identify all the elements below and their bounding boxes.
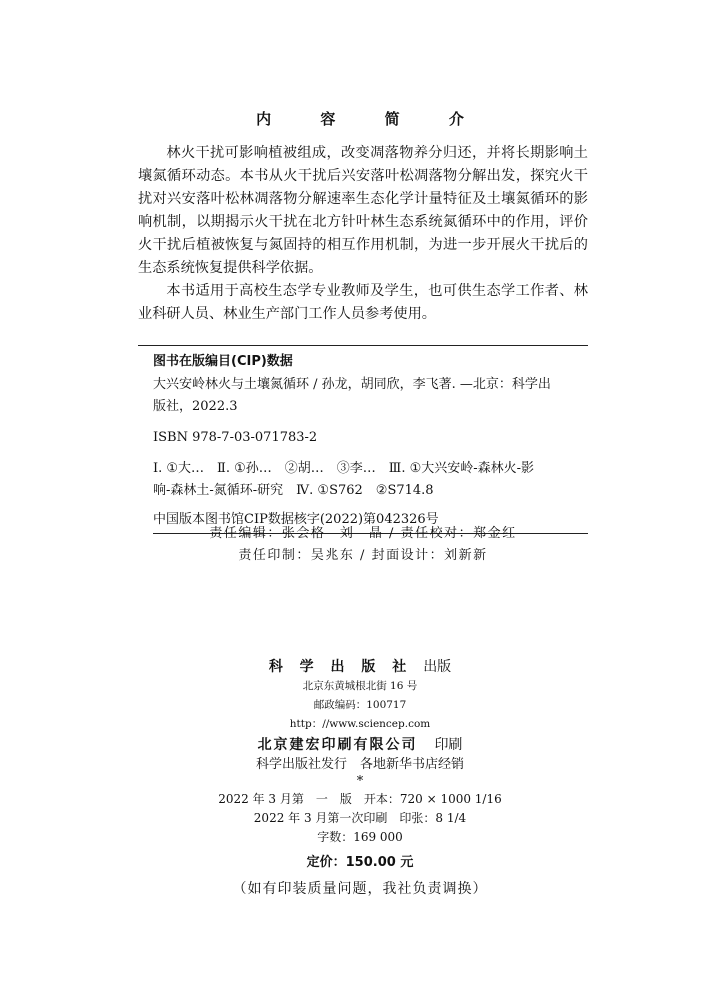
publisher-address: 北京东黄城根北街 16 号 xyxy=(302,680,418,692)
publisher-name-text: 科 学 出 版 社 xyxy=(268,659,413,675)
editor-line-1: 责任编辑：张会格 刘 晶 / 责任校对：郑金红 xyxy=(209,526,517,541)
editor-credits xyxy=(138,523,588,567)
printer-suffix: 印刷 xyxy=(434,737,463,753)
editor-line-2: 责任印制：吴兆东 / 封面设计：刘新新 xyxy=(238,548,488,563)
quality-note: （如有印装质量问题，我社负责调换） xyxy=(232,881,488,897)
cip-body xyxy=(138,374,588,534)
publisher-name-suffix: 出版 xyxy=(423,659,452,675)
section-title: 内 容 简 介 xyxy=(256,110,486,128)
printer-name-text: 北京建宏印刷有限公司 xyxy=(257,737,418,753)
intro-paragraph-1: 林火干扰可影响植被组成，改变凋落物养分归还，并将长期影响土壤氮循环动态。本书从火干扰后兴安落叶松凋落物分解出发，探究火干扰对兴安落叶松林凋落物分解速率生态化学计量特征及土壤氮循环的影响机制，以期揭示火干扰在北方针叶林生态系统氮循环中的作用，评价火干扰后植被恢复与氮固持的相互作用机制，为进一步开展火干扰后的生态系统恢复提供科学依据。 xyxy=(138,145,588,276)
cip-isbn: ISBN 978-7-03-071783-2 xyxy=(153,430,318,445)
edition-line: 2022 年 3 月第 一 版 开本：720 × 1000 1/16 xyxy=(218,792,502,806)
cip-class-line-1: Ⅰ. ①大… Ⅱ. ①孙… ②胡… ③李… Ⅲ. ①大兴安岭-森林火-影 xyxy=(153,461,535,476)
publisher-website: http：//www.sciencep.com xyxy=(289,718,431,730)
cip-entry xyxy=(153,374,588,418)
intro-paragraph-2: 本书适用于高校生态学专业教师及学生，也可供生态学工作者、林业科研人员、林业生产部门工作人员参考使用。 xyxy=(138,283,588,322)
cip-heading: 图书在版编目(CIP)数据 xyxy=(153,354,293,369)
printing-line: 2022 年 3 月第一次印刷 印张：8 1/4 xyxy=(253,811,467,825)
cip-class-line-2: 响-森林土-氮循环-研究 Ⅳ. ①S762 ②S714.8 xyxy=(153,483,434,498)
cip-entry-line-1: 大兴安岭林火与土壤氮循环 / 孙龙，胡同欣，李飞著. —北京：科学出 xyxy=(153,377,551,392)
publisher-block xyxy=(0,658,720,898)
cip-verify-number: 中国版本图书馆CIP数据核字(2022)第042326号 xyxy=(153,509,588,534)
publisher-name xyxy=(0,658,720,677)
price-line: 定价：150.00 元 xyxy=(306,855,414,870)
printer-name xyxy=(0,736,720,755)
distribution-line: 科学出版社发行 各地新华书店经销 xyxy=(255,757,464,772)
cip-block xyxy=(138,345,588,534)
star-separator: * xyxy=(356,774,364,789)
intro-text xyxy=(138,142,588,326)
publisher-postcode: 邮政编码：100717 xyxy=(313,699,407,711)
cip-entry-line-2: 版社，2022.3 xyxy=(153,399,238,414)
wordcount-line: 字数：169 000 xyxy=(317,830,403,844)
cip-classification xyxy=(153,458,588,502)
